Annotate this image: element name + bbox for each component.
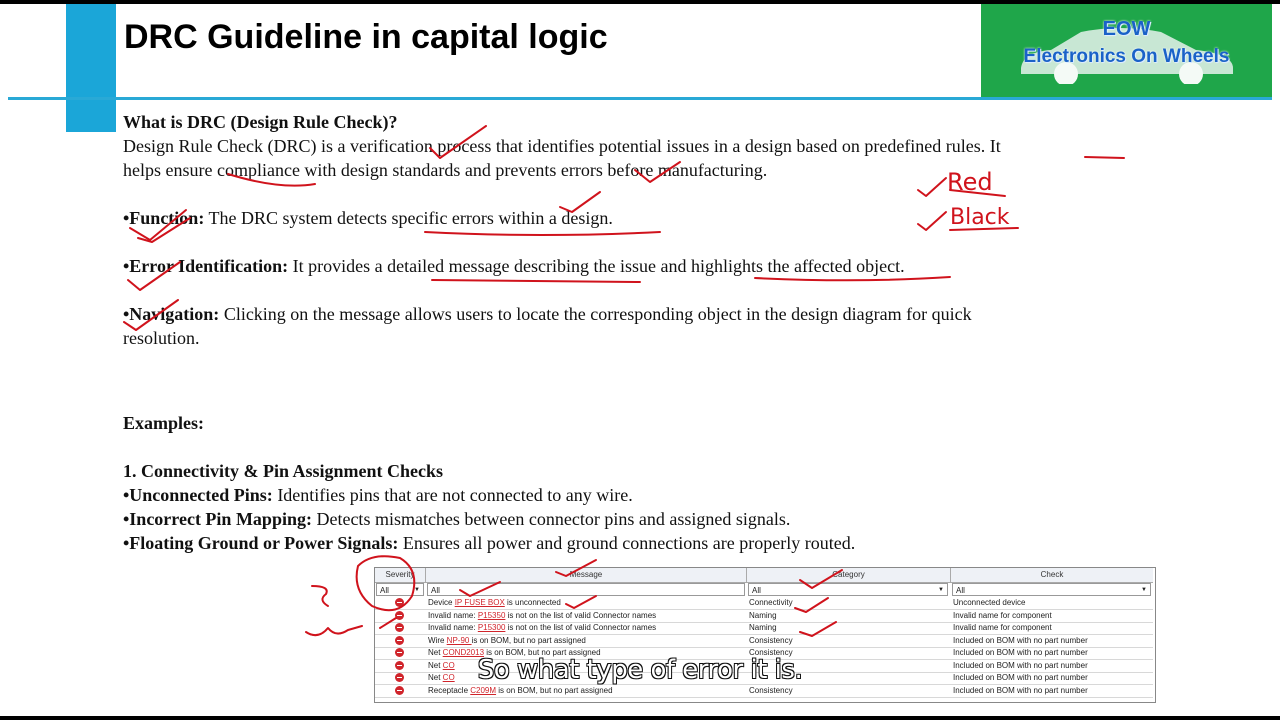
- eow-logo: [981, 4, 1272, 97]
- table-row[interactable]: [375, 635, 1153, 648]
- message-text: Invalid name:: [428, 623, 478, 632]
- message-cell: [428, 635, 744, 647]
- object-link[interactable]: IP FUSE BOX: [454, 598, 505, 607]
- definition-line2: helps ensure compliance with design standards and prevents errors before manufacturing.: [123, 160, 768, 180]
- example-incorrect-pin-mapping: •Incorrect Pin Mapping: Detects mismatches between connector pins and assigned signals.: [123, 509, 791, 529]
- column-header-check[interactable]: Check: [951, 568, 1153, 583]
- message-text: Net: [428, 673, 443, 682]
- error-severity-icon: [395, 686, 404, 695]
- category-cell: Naming: [749, 610, 777, 620]
- accent-block: [66, 4, 116, 132]
- object-link[interactable]: NP-90: [446, 635, 472, 645]
- table-row[interactable]: [375, 685, 1153, 698]
- message-text: Invalid name:: [428, 610, 478, 620]
- message-text: Net: [428, 660, 443, 670]
- table-row[interactable]: [375, 622, 1153, 635]
- message-text: Net: [428, 648, 443, 657]
- check-cell: Included on BOM with no part number: [953, 635, 1088, 645]
- table-row[interactable]: [375, 610, 1153, 623]
- error-severity-icon: [395, 636, 404, 645]
- message-cell: [428, 685, 744, 697]
- bullet-error-identification: •Error Identification: It provides a detailed message describing the issue and highlights the affected object.: [123, 256, 905, 276]
- message-text: Device: [428, 598, 455, 607]
- message-text: is not on the list of valid Connector names: [505, 610, 657, 620]
- category-cell: Connectivity: [749, 598, 793, 607]
- filter-category[interactable]: All ▼: [748, 583, 948, 596]
- chevron-down-icon: ▼: [1141, 587, 1147, 593]
- examples-heading: Examples:: [123, 413, 204, 433]
- check-cell: Invalid name for component: [953, 623, 1052, 632]
- annotation-red: Red: [947, 168, 993, 196]
- column-header-message[interactable]: Message: [426, 568, 747, 583]
- check-cell: Unconnected device: [953, 598, 1026, 607]
- chevron-down-icon: ▼: [938, 587, 944, 593]
- annotation-black: Black: [950, 205, 1010, 230]
- slide-title: DRC Guideline in capital logic: [124, 18, 608, 56]
- message-text: Receptacle: [428, 685, 471, 695]
- object-link[interactable]: P15300: [477, 623, 506, 632]
- error-severity-icon: [395, 598, 404, 607]
- message-cell: [428, 622, 744, 634]
- message-text: is on BOM, but no part assigned: [496, 685, 613, 695]
- message-text: is unconnected: [504, 598, 561, 607]
- category-cell: Naming: [749, 623, 777, 632]
- filter-severity[interactable]: All ▼: [376, 583, 424, 596]
- bottom-border: [0, 716, 1280, 720]
- column-header-severity[interactable]: Severity: [375, 568, 426, 583]
- message-text: Wire: [428, 635, 447, 645]
- bullet-navigation: •Navigation: Clicking on the message allows users to locate the corresponding object in the design diagram for quick: [123, 304, 972, 324]
- object-link[interactable]: CO: [442, 673, 455, 682]
- category-cell: Consistency: [749, 648, 793, 657]
- examples-subheading: 1. Connectivity & Pin Assignment Checks: [123, 461, 444, 481]
- check-cell: Included on BOM with no part number: [953, 673, 1088, 682]
- column-header-category[interactable]: Category: [747, 568, 951, 583]
- example-floating-ground: •Floating Ground or Power Signals: Ensures all power and ground connections are properly routed.: [123, 533, 856, 553]
- logo-line2: Electronics On Wheels: [1023, 46, 1230, 67]
- logo-line1: EOW: [1102, 18, 1151, 40]
- example-unconnected-pins: •Unconnected Pins: Identifies pins that are not connected to any wire.: [123, 485, 633, 505]
- check-cell: Included on BOM with no part number: [953, 660, 1088, 670]
- message-cell: [428, 610, 744, 622]
- message-text: is not on the list of valid Connector names: [505, 623, 657, 632]
- object-link[interactable]: COND2013: [442, 648, 485, 657]
- category-cell: Consistency: [749, 635, 793, 645]
- error-severity-icon: [395, 623, 404, 632]
- bullet-function: •Function: The DRC system detects specific errors within a design.: [123, 208, 613, 228]
- bullet-navigation-cont: resolution.: [123, 328, 200, 348]
- check-cell: Invalid name for component: [953, 610, 1052, 620]
- filter-check[interactable]: All ▼: [952, 583, 1151, 596]
- table-row[interactable]: [375, 597, 1153, 610]
- object-link[interactable]: C209M: [470, 685, 497, 695]
- title-rule: [8, 97, 1272, 100]
- definition-line1: Design Rule Check (DRC) is a verification process that identifies potential issues in a design based on predefined rules. It: [123, 136, 1001, 156]
- check-cell: Included on BOM with no part number: [953, 648, 1088, 657]
- error-severity-icon: [395, 611, 404, 620]
- object-link[interactable]: CO: [442, 660, 455, 670]
- section-heading: What is DRC (Design Rule Check)?: [123, 112, 398, 132]
- category-cell: Consistency: [749, 685, 793, 695]
- check-cell: Included on BOM with no part number: [953, 685, 1088, 695]
- object-link[interactable]: P15350: [477, 610, 506, 620]
- filter-message[interactable]: All: [427, 583, 745, 596]
- message-text: is on BOM, but no part assigned: [484, 648, 601, 657]
- video-caption: So what type of error it is.: [477, 655, 803, 685]
- message-cell: [428, 597, 744, 609]
- message-text: is on BOM, but no part assigned: [471, 635, 586, 645]
- chevron-down-icon: ▼: [414, 587, 420, 593]
